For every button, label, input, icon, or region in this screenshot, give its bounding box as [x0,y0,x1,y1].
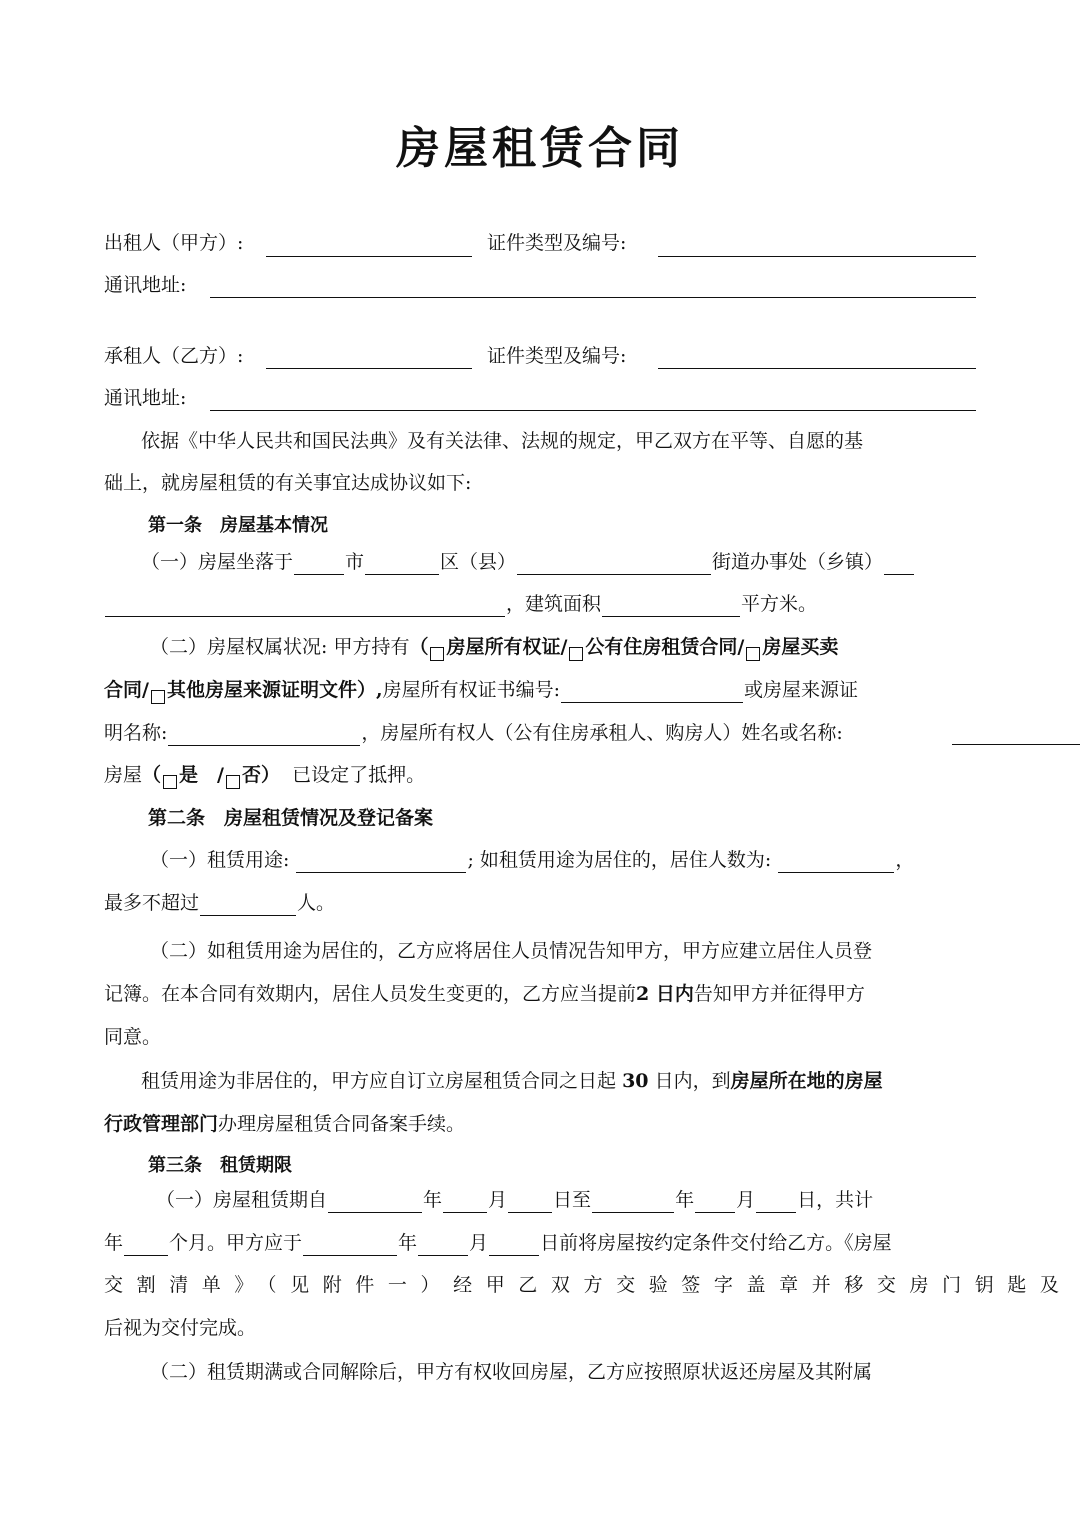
lessor-id-field[interactable] [658,256,976,257]
art3-term-line-4: 后视为交付完成。 [104,1317,257,1339]
lessee-line [104,343,243,371]
mortgage-label: 房屋 [104,764,143,786]
max-residents-field[interactable] [200,893,296,916]
township-field[interactable] [884,552,914,575]
residents-field[interactable] [778,850,894,873]
delivery-year-field[interactable] [303,1233,397,1256]
filing-days: 30 [622,1070,649,1092]
art3-p2-line-1: （二）租赁期满或合同解除后，甲方有权收回房屋，乙方应按照原状返还房屋及其附属 [150,1361,873,1383]
day-to-label: 日至 [553,1189,592,1211]
start-day-field[interactable] [508,1190,552,1213]
month-label: 月 [469,1232,489,1254]
art3-term-line-1 [156,1187,873,1215]
lessor-address-field[interactable] [210,297,976,298]
text: 告知甲方并征得甲方 [693,983,865,1005]
max-unit: 人。 [297,892,336,914]
ownership-label: （二）房屋权属状况: 甲方持有 [150,636,410,658]
lessor-address-label: 通讯地址: [104,274,187,296]
source-name-field[interactable] [168,723,360,746]
art1-mortgage-line [104,762,425,790]
art1-ownership-line-3 [104,720,843,748]
total-label: 日，共计 [797,1189,874,1211]
mortgage-suffix: 已设定了抵押。 [292,764,426,786]
year-label: 年 [398,1232,418,1254]
checkbox-other-source[interactable] [151,690,165,704]
start-month-field[interactable] [443,1190,487,1213]
art1-ownership-line-2 [104,677,858,705]
deadline-days: 2 日内 [636,983,694,1005]
use-field[interactable] [296,850,466,873]
text: 日内，到 [654,1070,731,1092]
art2-p3-line-2 [104,1111,465,1139]
cert-number-label: 房屋所有权证书编号: [382,679,560,701]
district-field[interactable] [365,552,439,575]
lessee-id-label: 证件类型及编号: [487,345,627,367]
lessee-id-field[interactable] [658,368,976,369]
lessee-address-label: 通讯地址: [104,387,187,409]
lessor-label: 出租人（甲方）: [104,232,244,254]
lessee-label: 承租人（乙方）: [104,345,244,367]
option-yes: 是 / [179,764,224,786]
lessee-id-line [487,343,626,371]
checkbox-purchase[interactable] [746,647,760,661]
area-label: ，建筑面积 [506,593,602,615]
art3-term-line-3: 交割清单》（见附件一）经甲乙双方交验签字盖章并移交房门钥匙及 [104,1274,1073,1296]
checkbox-mortgage-yes[interactable] [163,775,177,789]
delivery-day-field[interactable] [489,1233,539,1256]
authority-name: 房屋所在地的房屋 [730,1070,883,1092]
use-label: （一）租赁用途: [150,849,290,871]
lessor-id-label: 证件类型及编号: [487,232,627,254]
option-no: 否） [241,764,280,786]
article-2-heading: 第二条 房屋租赁情况及登记备案 [148,807,434,829]
article-1-heading: 第一条 房屋基本情况 [148,515,328,536]
year-label: 年 [104,1232,124,1254]
area-field[interactable] [602,594,740,617]
city-suffix: 市 [345,551,365,573]
month-label: 月 [736,1189,756,1211]
residents-label: ; 如租赁用途为居住的，居住人数为: [467,849,772,871]
checkbox-public-housing[interactable] [569,647,583,661]
option-purchase: 房屋买卖 [762,636,839,658]
lessee-name-field[interactable] [266,368,472,369]
location-label: （一）房屋坐落于 [141,551,294,573]
paren-open: （ [409,636,429,658]
source-name-label-cont: 明名称: [104,722,168,744]
lessee-address-field[interactable] [210,410,976,411]
checkbox-mortgage-no[interactable] [226,775,240,789]
art1-location-line [141,549,915,577]
lessor-line [104,230,243,258]
owner-name-field[interactable] [952,744,1080,745]
city-field[interactable] [294,552,344,575]
delivery-month-field[interactable] [418,1233,468,1256]
month-label: 月 [488,1189,508,1211]
art2-max-line [104,890,335,918]
text: 记簿。在本合同有效期内，居住人员发生变更的，乙方应当提前 [104,983,637,1005]
lessor-name-field[interactable] [266,256,472,257]
option-ownership-cert: 房屋所有权证/ [446,636,568,658]
comma: ， [895,849,915,871]
intro-line-1: 依据《中华人民共和国民法典》及有关法律、法规的规定，甲乙双方在平等、自愿的基 [141,430,864,452]
street-suffix: 街道办事处（乡镇） [712,551,884,573]
art2-use-line [150,847,914,875]
area-unit: 平方米。 [741,593,818,615]
end-year-field[interactable] [592,1190,674,1213]
art2-p2-line-2 [104,981,865,1009]
option-other-source: 其他房屋来源证明文件）, [166,679,383,701]
art2-p2-line-3: 同意。 [104,1026,162,1048]
term-label: （一）房屋租赁期自 [156,1189,328,1211]
delivery-label: 个月。甲方应于 [169,1232,303,1254]
owner-name-label: ，房屋所有权人（公有住房承租人、购房人）姓名或名称: [361,722,843,744]
intro-line-2: 础上，就房屋租赁的有关事宜达成协议如下: [104,472,472,494]
mortgage-paren: （ [142,764,162,786]
art2-p2-line-1: （二）如租赁用途为居住的，乙方应将居住人员情况告知甲方，甲方应建立居住人员登 [150,940,873,962]
authority-name-cont: 行政管理部门 [104,1113,219,1135]
end-day-field[interactable] [756,1190,796,1213]
total-months-field[interactable] [124,1233,168,1256]
text: 租赁用途为非居住的，甲方应自订立房屋租赁合同之日起 [141,1070,617,1092]
option-purchase-cont: 合同/ [104,679,149,701]
art2-p3-line-1 [141,1068,883,1096]
text: 办理房屋租赁合同备案手续。 [218,1113,466,1135]
lessee-address-line [104,385,186,413]
article-3-heading: 第三条 租赁期限 [148,1155,292,1176]
art3-term-line-2 [104,1230,892,1258]
lessor-address-line [104,272,186,300]
year-label: 年 [675,1189,695,1211]
cert-number-field[interactable] [561,680,743,703]
district-suffix: 区（县） [440,551,517,573]
source-name-label: 或房屋来源证 [743,679,858,701]
option-public-housing: 公有住房租赁合同/ [585,636,745,658]
start-year-field[interactable] [328,1190,422,1213]
art1-area-line [104,591,817,619]
document-title: 房屋租赁合同 [396,123,684,174]
checkbox-ownership-cert[interactable] [430,647,444,661]
end-month-field[interactable] [695,1190,735,1213]
street-field[interactable] [517,552,711,575]
art1-ownership-line-1 [150,634,838,662]
lessor-id-line [487,230,626,258]
max-label: 最多不超过 [104,892,200,914]
address-detail-field[interactable] [105,594,505,617]
year-label: 年 [423,1189,443,1211]
delivery-suffix: 日前将房屋按约定条件交付给乙方。《房屋 [540,1232,892,1254]
